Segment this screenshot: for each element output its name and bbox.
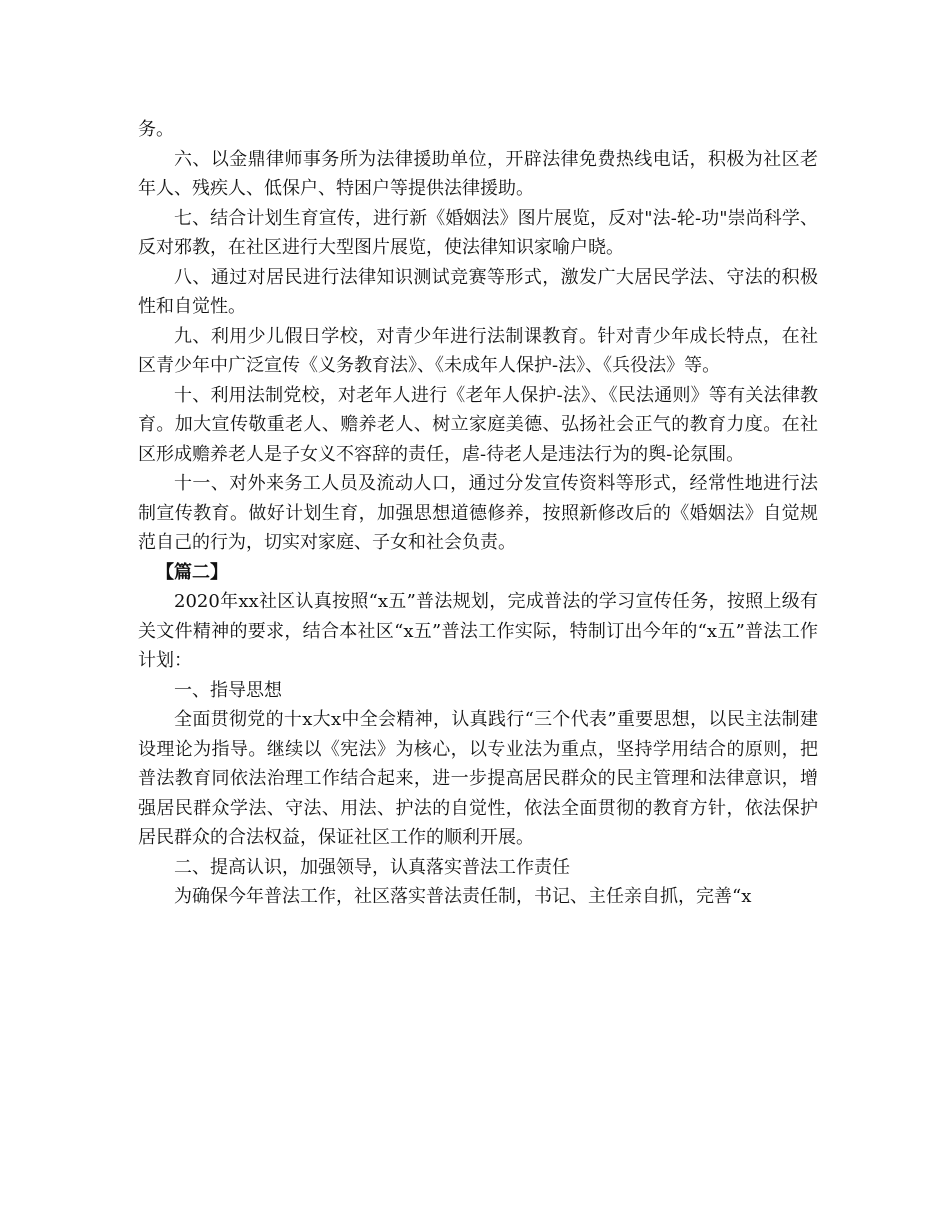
subheading-guiding-thought: 一、指导思想	[174, 679, 282, 701]
paragraph-item-7: 七、结合计划生育宣传，进行新《婚姻法》图片展览，反对"法-轮-功"崇尚科学、反对邪教，在社区进行大型图片展览，使法律知识家喻户晓。	[138, 207, 818, 258]
paragraph-responsibility: 为确保今年普法工作，社区落实普法责任制，书记、主任亲自抓，完善“x	[174, 886, 752, 907]
paragraph-guiding-thought: 全面贯彻党的十x大x中全会精神，认真践行“三个代表”重要思想，以民主法制建设理论为指导。继续以《宪法》为核心，以专业法为重点，坚持学用结合的原则，把普法教育同依法治理工作结合起来，进一步提高居民群众的民主管理和法律意识，增强居民群众学法、守法、用法、护法的自觉性，依法全面贯彻的教育方针，依法保护居民群众的合法权益，保证社区工作的顺利开展。	[138, 709, 818, 848]
document-body	[138, 115, 818, 912]
subheading-responsibility: 二、提高认识，加强领导，认真落实普法工作责任	[174, 856, 570, 878]
paragraph-item-9: 九、利用少儿假日学校，对青少年进行法制课教育。针对青少年成长特点，在社区青少年中广泛宣传《义务教育法》、《未成年人保护-法》、《兵役法》等。	[138, 325, 818, 376]
paragraph-continuation: 务。	[138, 119, 174, 140]
section-heading-part2: 【篇二】	[156, 561, 228, 583]
paragraph-item-10: 十、利用法制党校，对老年人进行《老年人保护-法》、《民法通则》等有关法律教育。加大宣传敬重老人、赡养老人、树立家庭美德、弘扬社会正气的教育力度。在社区形成赡养老人是子女义不容辞的责任，虐-待老人是违法行为的舆-论氛围。	[138, 384, 818, 465]
paragraph-item-8: 八、通过对居民进行法律知识测试竞赛等形式，激发广大居民学法、守法的积极性和自觉性。	[138, 266, 818, 317]
paragraph-item-6: 六、以金鼎律师事务所为法律援助单位，开辟法律免费热线电话，积极为社区老年人、残疾人、低保户、特困户等提供法律援助。	[138, 148, 818, 199]
paragraph-intro: 2020年xx社区认真按照“x五”普法规划，完成普法的学习宣传任务，按照上级有关文件精神的要求，结合本社区“x五”普法工作实际，特制订出今年的“x五”普法工作计划：	[138, 591, 818, 671]
paragraph-item-11: 十一、对外来务工人员及流动人口，通过分发宣传资料等形式，经常性地进行法制宣传教育。做好计划生育，加强思想道德修养，按照新修改后的《婚姻法》自觉规范自己的行为，切实对家庭、子女和社会负责。	[138, 473, 818, 553]
